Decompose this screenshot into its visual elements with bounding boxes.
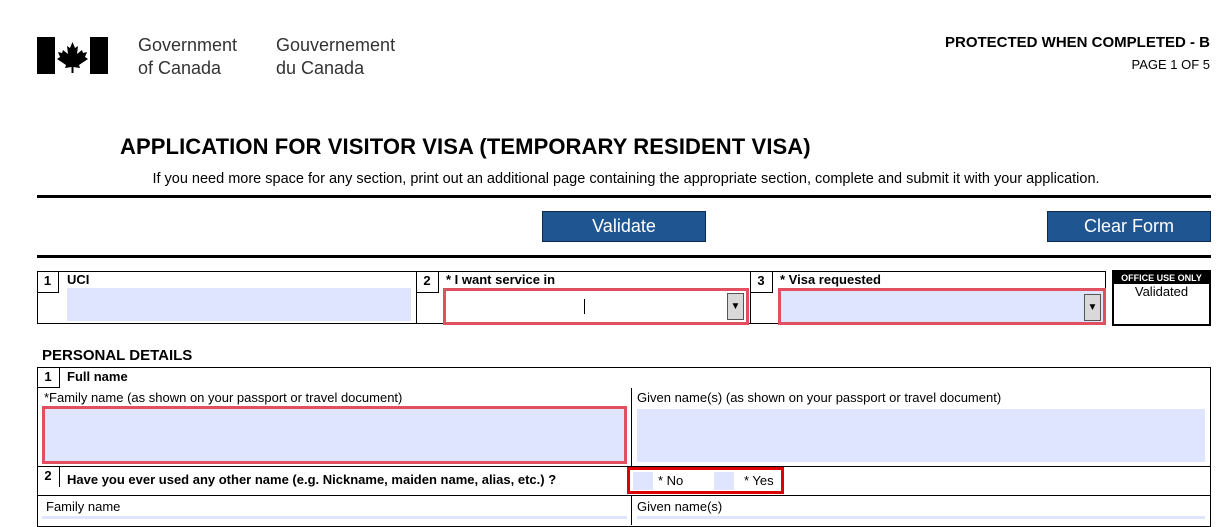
office-use-value: Validated bbox=[1134, 284, 1189, 299]
visa-type-select[interactable] bbox=[778, 288, 1106, 325]
page-title: APPLICATION FOR VISITOR VISA (TEMPORARY RESIDENT VISA) bbox=[120, 134, 811, 159]
gov-fr-line2: du Canada bbox=[276, 58, 365, 78]
no-label: * No bbox=[658, 473, 684, 488]
yes-checkbox[interactable] bbox=[714, 472, 734, 490]
dropdown-arrow-icon[interactable]: ▼ bbox=[727, 293, 744, 320]
service-language-select[interactable] bbox=[443, 288, 749, 325]
service-label: * I want service in bbox=[446, 272, 556, 287]
other-name-options bbox=[627, 467, 784, 494]
gov-en-line1: Government bbox=[138, 35, 238, 55]
visa-number: 3 bbox=[750, 271, 773, 293]
no-checkbox[interactable] bbox=[633, 472, 653, 490]
full-name-label: Full name bbox=[67, 369, 128, 384]
dropdown-arrow-icon[interactable]: ▼ bbox=[1084, 294, 1101, 321]
uci-label: UCI bbox=[67, 272, 90, 287]
uci-number: 1 bbox=[37, 271, 59, 293]
text-cursor bbox=[584, 299, 585, 314]
divider-top bbox=[37, 195, 1211, 198]
gov-en-line2: of Canada bbox=[138, 58, 222, 78]
canada-flag-icon bbox=[37, 37, 108, 74]
government-name-fr bbox=[276, 34, 395, 80]
uci-input[interactable] bbox=[67, 288, 411, 321]
other-given-name-label: Given name(s) bbox=[637, 499, 723, 514]
yes-label: * Yes bbox=[744, 473, 774, 488]
page-number: PAGE 1 OF 5 bbox=[1131, 57, 1210, 72]
family-name-input[interactable] bbox=[42, 406, 627, 464]
office-use-box bbox=[1112, 270, 1211, 326]
divider-bottom bbox=[37, 255, 1211, 258]
q2-top-line bbox=[37, 466, 1211, 467]
validate-button[interactable]: Validate bbox=[542, 211, 706, 242]
other-family-name-label: Family name bbox=[46, 499, 121, 514]
given-name-label: Given name(s) (as shown on your passport or travel document) bbox=[637, 390, 1002, 405]
name-column-divider bbox=[631, 388, 632, 466]
personal-details-heading: PERSONAL DETAILS bbox=[42, 347, 193, 364]
q2-bottom-line bbox=[37, 495, 1211, 496]
full-name-number: 1 bbox=[37, 367, 60, 388]
gov-fr-line1: Gouvernement bbox=[276, 35, 396, 55]
other-name-number: 2 bbox=[37, 466, 60, 487]
government-name-en bbox=[138, 34, 237, 80]
protected-label: PROTECTED WHEN COMPLETED - B bbox=[945, 34, 1210, 51]
visa-label: * Visa requested bbox=[780, 272, 881, 287]
family-name-label: *Family name (as shown on your passport or travel document) bbox=[44, 390, 403, 405]
service-number: 2 bbox=[416, 271, 439, 293]
given-name-input[interactable] bbox=[637, 409, 1205, 462]
office-use-header: OFFICE USE ONLY bbox=[1114, 272, 1209, 284]
clear-form-button[interactable]: Clear Form bbox=[1047, 211, 1211, 242]
page-subtitle: If you need more space for any section, print out an additional page containing the appropriate section, complete and submit it with your application. bbox=[152, 171, 1100, 187]
other-name-column-divider bbox=[631, 495, 632, 525]
other-name-question: Have you ever used any other name (e.g. Nickname, maiden name, alias, etc.) ? bbox=[67, 472, 557, 487]
